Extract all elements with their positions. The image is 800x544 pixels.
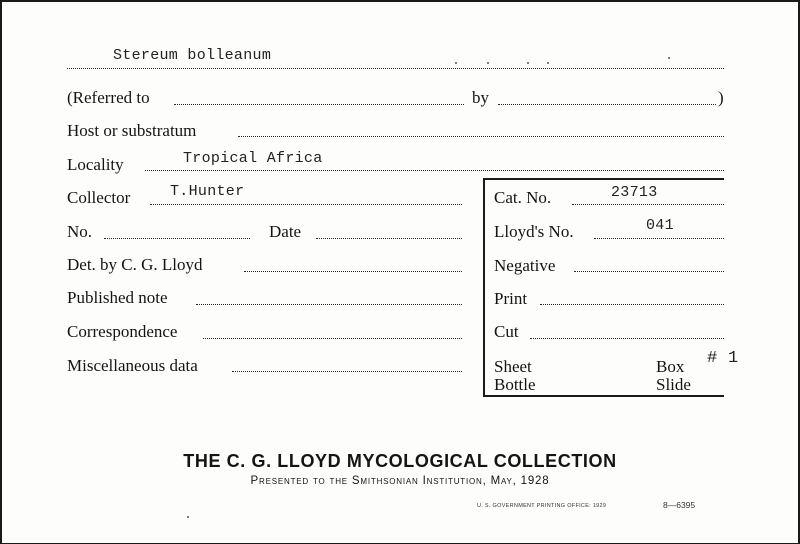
scan-speck [668,57,670,59]
host-line [238,136,724,137]
locality-value: Tropical Africa [183,150,323,167]
cut-label: Cut [494,322,519,341]
date-label: Date [269,222,302,241]
scan-speck [455,62,457,64]
lloyds-no-label: Lloyd's No. [494,222,574,241]
catalog-box-left-rule [483,178,485,396]
cat-no-value: 23713 [611,184,658,201]
scan-speck [527,62,529,64]
slide-label: Slide [656,375,691,394]
locality-label: Locality [67,155,124,174]
sheet-label: Sheet [494,357,532,376]
negative-label: Negative [494,256,556,275]
species-name: Stereum bolleanum [113,47,272,64]
no-label: No. [67,222,93,241]
catalog-box-top-rule [483,178,724,180]
scan-speck [487,62,489,64]
box-number-value: # 1 [707,349,739,368]
lloyds-no-line [594,238,724,239]
card-top-edge [0,0,800,2]
det-by-line [244,271,462,272]
date-line [316,238,462,239]
close-paren: ) [718,88,724,107]
correspondence-line [203,338,462,339]
scan-speck [187,516,189,518]
locality-line [145,170,724,171]
misc-line [232,371,462,372]
printing-office-imprint: U. S. GOVERNMENT PRINTING OFFICE: 1929 [477,503,607,509]
collector-line [150,204,462,205]
referred-to-label: (Referred to [67,88,150,107]
lloyds-no-value: 041 [646,217,674,234]
det-by-label: Det. by C. G. Lloyd [67,255,203,274]
species-line [67,68,724,69]
collection-title: THE C. G. LLOYD MYCOLOGICAL COLLECTION [183,451,617,471]
published-note-label: Published note [67,288,168,307]
collector-value: T.Hunter [170,183,245,200]
box-label: Box [656,357,685,376]
referred-to-line [174,104,464,105]
cat-no-line [572,204,724,205]
by-line [498,104,716,105]
by-label: by [472,88,489,107]
presentation-subtitle: Presented to the Smithsonian Institution, May, 1928 [250,475,550,487]
misc-label: Miscellaneous data [67,356,198,375]
collector-label: Collector [67,188,131,207]
host-label: Host or substratum [67,121,197,140]
published-note-line [196,304,462,305]
print-line [540,304,724,305]
cut-line [530,338,724,339]
form-number: 8—6395 [663,500,696,510]
catalog-box-bottom-rule [483,395,724,397]
scan-speck [547,62,549,64]
print-label: Print [494,289,528,308]
no-line [104,238,250,239]
negative-line [574,271,724,272]
cat-no-label: Cat. No. [494,188,552,207]
bottle-label: Bottle [494,375,536,394]
correspondence-label: Correspondence [67,322,178,341]
